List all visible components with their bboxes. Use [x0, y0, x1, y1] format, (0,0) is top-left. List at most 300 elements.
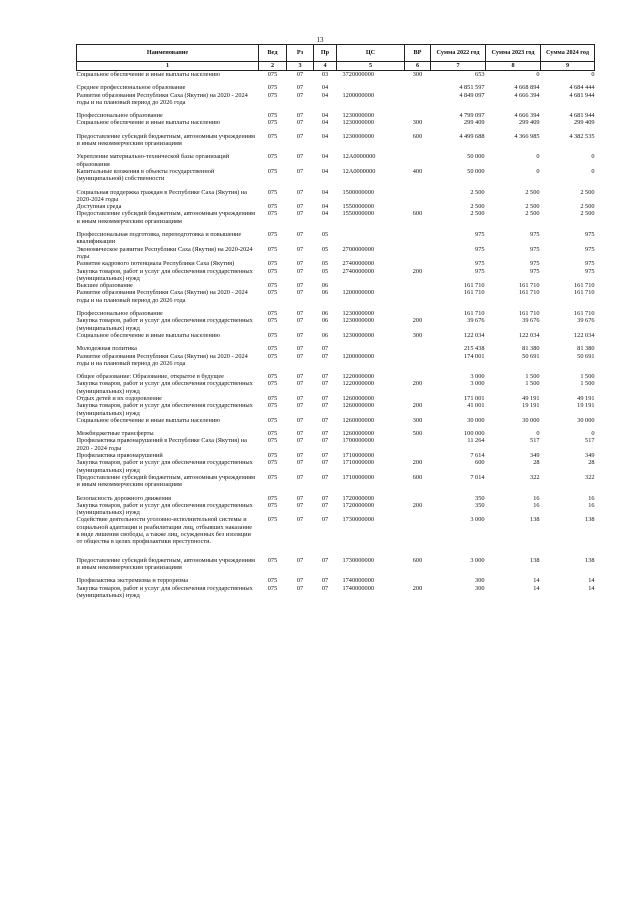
row-name: Отдых детей и их оздоровление [76, 394, 162, 402]
row-vr: 600 [412, 210, 423, 218]
row-sum-2024: 161 710 [574, 289, 595, 297]
row-sum-2024: 2 500 [580, 210, 595, 218]
row-cs: 1710000000 [342, 452, 374, 460]
row-ved: 075 [267, 380, 278, 388]
row-pr: 07 [321, 584, 329, 592]
row-rz: 07 [296, 577, 304, 585]
row-sum-2023: 138 [530, 516, 540, 524]
budget-table [76, 44, 595, 599]
row-ved: 075 [267, 119, 278, 127]
row-vr: 300 [412, 416, 423, 424]
page-number: 13 [316, 36, 324, 44]
row-rz: 07 [296, 132, 304, 140]
row-name: Доступная среда [76, 203, 122, 211]
table-row [77, 502, 595, 517]
header-row [77, 45, 595, 62]
row-name: Закупка товаров, работ и услуг для обеспечения государственных (муниципальных) нужд [76, 267, 253, 282]
row-sum-2022: 4 851 597 [459, 84, 485, 92]
row-sum-2022: 653 [431, 71, 486, 79]
row-rz: 07 [296, 494, 304, 502]
row-sum-2022: 174 001 [464, 352, 485, 360]
row-sum-2022: 11 264 [467, 437, 485, 445]
row-cs: 3720000000 [337, 71, 405, 79]
row-cs: 1230000000 [342, 132, 374, 140]
table-row [77, 459, 595, 474]
row-name: Предоставление субсидий бюджетным, автономным учреждениям и иным некоммерческим организациям [76, 132, 255, 148]
row-pr: 04 [321, 119, 329, 127]
row-sum-2024: 2 500 [580, 188, 595, 196]
row-sum-2024: 0 [591, 153, 595, 161]
row-sum-2022: 161 710 [464, 289, 485, 297]
row-name: Общее образование: Образование, открытое в будущее [76, 373, 224, 381]
row-sum-2024: 14 [588, 577, 595, 585]
table-row [77, 106, 595, 119]
row-name: Предоставление субсидий бюджетным, автономным учреждениям и иным некоммерческим организациям [76, 210, 255, 225]
row-name: Безопасность дорожного движения [76, 494, 171, 502]
row-rz: 07 [296, 112, 304, 120]
row-name: Развитие образования Республики Саха (Якутия) на 2020 - 2024 годы и на плановый период до 2026 года [76, 289, 248, 304]
row-ved: 075 [267, 203, 278, 211]
col-number: 8 [486, 62, 541, 71]
row-name: Профилактика правонарушений [76, 452, 163, 460]
row-sum-2024: 975 [585, 245, 595, 253]
row-name: Закупка товаров, работ и услуг для обеспечения государственных (муниципальных) нужд [76, 317, 253, 332]
row-vr [405, 78, 431, 91]
row-sum-2024: 4 684 444 [569, 84, 595, 92]
row-pr: 07 [321, 380, 329, 388]
row-ved: 075 [267, 331, 278, 339]
row-vr [405, 147, 431, 168]
col-header-sum-2023: Сумма 2023 год [486, 45, 541, 62]
row-vr: 600 [412, 556, 423, 564]
row-rz: 07 [296, 245, 304, 253]
row-pr: 04 [321, 167, 329, 175]
row-name: Социальное обеспечение и иные выплаты населению [77, 71, 259, 79]
row-cs: 12А0000000 [342, 167, 376, 175]
row-sum-2024: 975 [585, 231, 595, 239]
table-row [77, 203, 595, 210]
row-sum-2023: 2 500 [525, 210, 540, 218]
col-number: 7 [431, 62, 486, 71]
row-sum-2023: 81 380 [522, 345, 540, 353]
row-pr: 04 [321, 91, 329, 99]
row-rz: 07 [296, 267, 304, 275]
row-ved: 075 [267, 112, 278, 120]
col-header-vr: ВР [405, 45, 431, 62]
row-vr [405, 516, 431, 545]
row-sum-2024: 975 [585, 260, 595, 268]
row-ved: 075 [267, 345, 278, 353]
row-cs: 2700000000 [342, 245, 374, 253]
row-ved: 075 [267, 267, 278, 275]
row-pr: 03 [314, 71, 337, 79]
row-sum-2023: 39 676 [522, 317, 540, 325]
col-number: 4 [314, 62, 337, 71]
col-header-cs: ЦС [337, 45, 405, 62]
table-row [77, 78, 595, 91]
row-cs: 1230000000 [342, 310, 374, 318]
row-ved: 075 [267, 516, 278, 524]
table-row [77, 183, 595, 204]
row-sum-2023: 322 [530, 473, 540, 481]
row-sum-2023: 28 [533, 459, 540, 467]
row-sum-2023: 299 409 [519, 119, 540, 127]
row-cs: 1550000000 [342, 210, 374, 218]
row-sum-2024: 2 500 [580, 203, 595, 211]
row-sum-2022: 215 438 [464, 345, 485, 353]
row-rz: 07 [296, 84, 304, 92]
row-sum-2022: 3 000 [470, 516, 485, 524]
row-sum-2022: 350 [475, 501, 485, 509]
row-sum-2022: 7 014 [470, 473, 485, 481]
row-ved: 075 [267, 556, 278, 564]
row-sum-2024: 19 191 [577, 402, 595, 410]
row-cs: 1230000000 [342, 119, 374, 127]
row-pr: 07 [321, 352, 329, 360]
row-sum-2023: 975 [530, 267, 540, 275]
row-ved: 075 [267, 188, 278, 196]
col-header-name: Наименование [77, 45, 259, 62]
row-rz: 07 [296, 584, 304, 592]
row-sum-2022: 122 034 [464, 331, 485, 339]
col-header-sum-2022: Сумма 2022 год [431, 45, 486, 62]
row-sum-2022: 2 500 [470, 210, 485, 218]
row-rz: 07 [296, 416, 304, 424]
row-rz: 07 [296, 153, 304, 161]
row-sum-2024: 122 034 [574, 331, 595, 339]
row-sum-2023: 161 710 [519, 282, 540, 290]
row-name: Предоставление субсидий бюджетным, автономным учреждениям и иным некоммерческим организациям [76, 473, 255, 489]
row-cs: 1230000000 [342, 112, 374, 120]
row-rz: 07 [296, 459, 304, 467]
row-sum-2024: 4 382 535 [569, 132, 595, 140]
row-rz: 07 [296, 119, 304, 127]
row-sum-2022: 7 614 [470, 452, 485, 460]
row-rz: 07 [296, 167, 304, 175]
col-header-pr: Пр [314, 45, 337, 62]
col-number: 5 [337, 62, 405, 71]
row-ved: 075 [267, 452, 278, 460]
table-row [77, 168, 595, 183]
table-row [77, 71, 595, 79]
column-number-row [77, 62, 595, 71]
row-pr: 06 [321, 282, 329, 290]
row-pr: 07 [321, 577, 329, 585]
row-ved: 075 [267, 501, 278, 509]
row-sum-2024: 49 191 [577, 394, 595, 402]
row-name: Экономическое развитие Республики Саха (Якутия) на 2020-2024 годы [76, 245, 253, 260]
row-name: Предоставление субсидий бюджетным, автономным учреждениям и иным некоммерческим организациям [76, 556, 255, 571]
row-name: Закупка товаров, работ и услуг для обеспечения государственных (муниципальных) нужд [76, 402, 253, 417]
row-name: Закупка товаров, работ и услуг для обеспечения государственных (муниципальных) нужд [76, 380, 253, 395]
row-cs: 12А0000000 [342, 153, 376, 161]
row-sum-2023: 4 366 985 [514, 132, 540, 140]
col-number: 9 [541, 62, 595, 71]
row-cs: 1260000000 [342, 416, 374, 424]
row-cs: 1500000000 [342, 188, 374, 196]
row-rz: 07 [296, 345, 304, 353]
row-rz: 07 [296, 91, 304, 99]
row-pr: 05 [321, 245, 329, 253]
row-sum-2024: 138 [585, 556, 595, 564]
row-sum-2023: 138 [530, 556, 540, 564]
col-header-ved: Вед [259, 45, 287, 62]
table-row [77, 395, 595, 402]
row-pr: 06 [321, 310, 329, 318]
table-row [77, 147, 595, 168]
row-sum-2023: 1 500 [525, 380, 540, 388]
row-pr: 06 [321, 289, 329, 297]
row-sum-2023: 49 191 [522, 394, 540, 402]
row-sum-2023: 4 668 894 [514, 84, 540, 92]
row-cs: 1230000000 [342, 317, 374, 325]
table-row [77, 246, 595, 261]
row-vr [405, 289, 431, 304]
table-row [77, 282, 595, 289]
row-sum-2023: 4 666 394 [514, 112, 540, 120]
table-row [77, 516, 595, 545]
row-sum-2022: 975 [475, 267, 485, 275]
row-name: Профессиональное образование [76, 112, 163, 120]
row-cs: 1730000000 [342, 556, 374, 564]
row-vr [405, 437, 431, 452]
row-name: Капитальные вложения в объекты государственной (муниципальной) собственности [76, 167, 215, 183]
row-sum-2023: 30 000 [522, 416, 540, 424]
row-vr [405, 304, 431, 317]
row-sum-2024: 517 [585, 437, 595, 445]
row-ved: 075 [267, 402, 278, 410]
row-pr: 04 [321, 203, 329, 211]
row-vr: 200 [412, 402, 423, 410]
row-name: Социальное обеспечение и иные выплаты населению [76, 416, 220, 424]
row-rz: 07 [296, 402, 304, 410]
row-ved: 075 [267, 245, 278, 253]
row-ved: 075 [267, 373, 278, 381]
row-vr: 600 [412, 473, 423, 481]
table-row [77, 353, 595, 368]
row-name: Высшее образование [76, 282, 133, 290]
row-sum-2023: 161 710 [519, 289, 540, 297]
row-pr: 07 [321, 416, 329, 424]
row-name: Укрепление материально-технической базы организаций образования [76, 153, 230, 168]
col-header-rz: Рз [287, 45, 314, 62]
row-vr [405, 106, 431, 119]
row-sum-2023: 14 [533, 577, 540, 585]
row-sum-2024: 0 [591, 167, 595, 175]
table-row [77, 402, 595, 417]
row-sum-2024: 138 [585, 516, 595, 524]
row-pr: 07 [321, 437, 329, 445]
row-cs: 2740000000 [342, 267, 374, 275]
table-row [77, 437, 595, 452]
row-ved: 075 [267, 416, 278, 424]
row-cs: 1260000000 [342, 402, 374, 410]
row-sum-2022: 39 676 [467, 317, 485, 325]
row-pr: 07 [321, 494, 329, 502]
table-row [77, 424, 595, 437]
row-sum-2023: 50 691 [522, 352, 540, 360]
row-vr [405, 203, 431, 210]
row-vr [405, 489, 431, 502]
row-ved: 075 [267, 430, 278, 438]
row-cs [337, 225, 405, 246]
row-cs: 1710000000 [342, 459, 374, 467]
row-sum-2024: 39 676 [577, 317, 595, 325]
row-pr: 07 [321, 473, 329, 481]
row-name: Развитие образования Республики Саха (Якутия) на 2020 - 2024 годы и на плановый период до 2026 года [76, 91, 248, 106]
row-cs [337, 282, 405, 289]
row-rz: 07 [296, 394, 304, 402]
row-sum-2023: 2 500 [525, 188, 540, 196]
row-name: Социальное обеспечение и иные выплаты населению [76, 119, 220, 127]
row-cs: 1200000000 [342, 352, 374, 360]
row-sum-2022: 50 000 [467, 167, 485, 175]
row-rz: 07 [296, 260, 304, 268]
row-pr: 07 [321, 373, 329, 381]
row-rz: 07 [287, 71, 314, 79]
row-name: Закупка товаров, работ и услуг для обеспечения государственных (муниципальных) нужд [76, 584, 253, 599]
row-cs: 1260000000 [342, 430, 374, 438]
row-sum-2022: 3 000 [470, 373, 485, 381]
row-cs: 1710000000 [342, 473, 374, 481]
row-cs: 1200000000 [342, 289, 374, 297]
row-ved: 075 [267, 584, 278, 592]
row-sum-2023: 122 034 [519, 331, 540, 339]
row-pr: 04 [321, 153, 329, 161]
row-ved: 075 [267, 317, 278, 325]
row-sum-2024: 0 [591, 430, 595, 438]
row-sum-2022: 975 [475, 231, 485, 239]
row-vr: 300 [412, 331, 423, 339]
row-vr: 300 [412, 119, 423, 127]
row-sum-2022: 41 001 [467, 402, 485, 410]
row-sum-2022: 30 000 [467, 416, 485, 424]
row-sum-2024: 322 [585, 473, 595, 481]
row-rz: 07 [296, 437, 304, 445]
table-row [77, 225, 595, 246]
table-row [77, 210, 595, 225]
row-vr [405, 571, 431, 584]
row-rz: 07 [296, 501, 304, 509]
row-name: Среднее профессиональное образование [76, 84, 186, 92]
row-vr [405, 183, 431, 204]
row-sum-2024: 161 710 [574, 310, 595, 318]
table-row [77, 474, 595, 489]
row-sum-2024: 16 [588, 501, 595, 509]
row-sum-2024: 28 [588, 459, 595, 467]
row-sum-2022: 4 499 688 [459, 132, 485, 140]
row-sum-2022: 161 710 [464, 310, 485, 318]
row-cs [337, 78, 405, 91]
row-name: Профилактика правонарушений в Республике Саха (Якутия) на 2020 - 2024 годы [76, 437, 247, 452]
row-sum-2024: 4 681 944 [569, 112, 595, 120]
row-pr: 04 [321, 112, 329, 120]
row-cs: 1720000000 [342, 494, 374, 502]
row-ved: 075 [267, 310, 278, 318]
row-rz: 07 [296, 188, 304, 196]
row-cs [337, 339, 405, 352]
row-cs: 1730000000 [342, 516, 374, 524]
row-sum-2022: 2 500 [470, 188, 485, 196]
row-pr: 07 [321, 556, 329, 564]
row-vr [405, 339, 431, 352]
row-ved: 075 [267, 459, 278, 467]
row-ved: 075 [267, 260, 278, 268]
row-sum-2024: 161 710 [574, 282, 595, 290]
row-ved: 075 [267, 577, 278, 585]
row-sum-2024: 975 [585, 267, 595, 275]
table-row [77, 546, 595, 572]
row-sum-2024: 0 [541, 71, 595, 79]
row-sum-2022: 171 001 [464, 394, 485, 402]
table-row [77, 92, 595, 107]
col-number: 1 [77, 62, 259, 71]
row-sum-2023: 975 [530, 245, 540, 253]
row-cs: 1200000000 [342, 91, 374, 99]
table-row [77, 127, 595, 148]
row-sum-2022: 300 [475, 584, 485, 592]
col-header-sum-2024: Сумма 2024 год [541, 45, 595, 62]
row-vr: 600 [412, 132, 423, 140]
row-name: Профессиональная подготовка, переподготовка и повышение квалификации [76, 231, 242, 246]
row-sum-2024: 81 380 [577, 345, 595, 353]
table-row [77, 417, 595, 424]
row-cs: 1230000000 [342, 331, 374, 339]
row-vr: 400 [412, 167, 423, 175]
table-row [77, 317, 595, 332]
table-row [77, 339, 595, 352]
row-ved: 075 [259, 71, 287, 79]
row-rz: 07 [296, 282, 304, 290]
row-pr: 07 [321, 402, 329, 410]
row-pr: 07 [321, 452, 329, 460]
row-rz: 07 [296, 473, 304, 481]
row-vr: 200 [412, 459, 423, 467]
table-row [77, 268, 595, 283]
row-ved: 075 [267, 84, 278, 92]
row-sum-2024: 16 [588, 494, 595, 502]
row-name: Закупка товаров, работ и услуг для обеспечения государственных (муниципальных) нужд [76, 501, 253, 517]
row-sum-2023: 0 [536, 430, 540, 438]
row-sum-2022: 300 [475, 577, 485, 585]
row-cs: 1260000000 [342, 394, 374, 402]
row-sum-2024: 4 681 944 [569, 91, 595, 99]
row-rz: 07 [296, 310, 304, 318]
row-pr: 05 [321, 267, 329, 275]
row-ved: 075 [267, 394, 278, 402]
row-sum-2024: 30 000 [577, 416, 595, 424]
row-pr: 05 [321, 260, 329, 268]
row-vr [405, 367, 431, 380]
row-sum-2023: 1 500 [525, 373, 540, 381]
table-row [77, 332, 595, 339]
row-ved: 075 [267, 494, 278, 502]
row-ved: 075 [267, 167, 278, 175]
row-sum-2024: 349 [585, 452, 595, 460]
row-sum-2023: 517 [530, 437, 540, 445]
col-number: 2 [259, 62, 287, 71]
row-sum-2023: 16 [533, 494, 540, 502]
row-pr: 07 [321, 459, 329, 467]
row-rz: 07 [296, 289, 304, 297]
col-number: 6 [405, 62, 431, 71]
row-rz: 07 [296, 210, 304, 218]
row-sum-2024: 1 500 [580, 380, 595, 388]
row-ved: 075 [267, 473, 278, 481]
row-vr: 200 [412, 317, 423, 325]
row-name: Профессиональное образование [76, 310, 163, 318]
row-pr: 04 [321, 84, 329, 92]
